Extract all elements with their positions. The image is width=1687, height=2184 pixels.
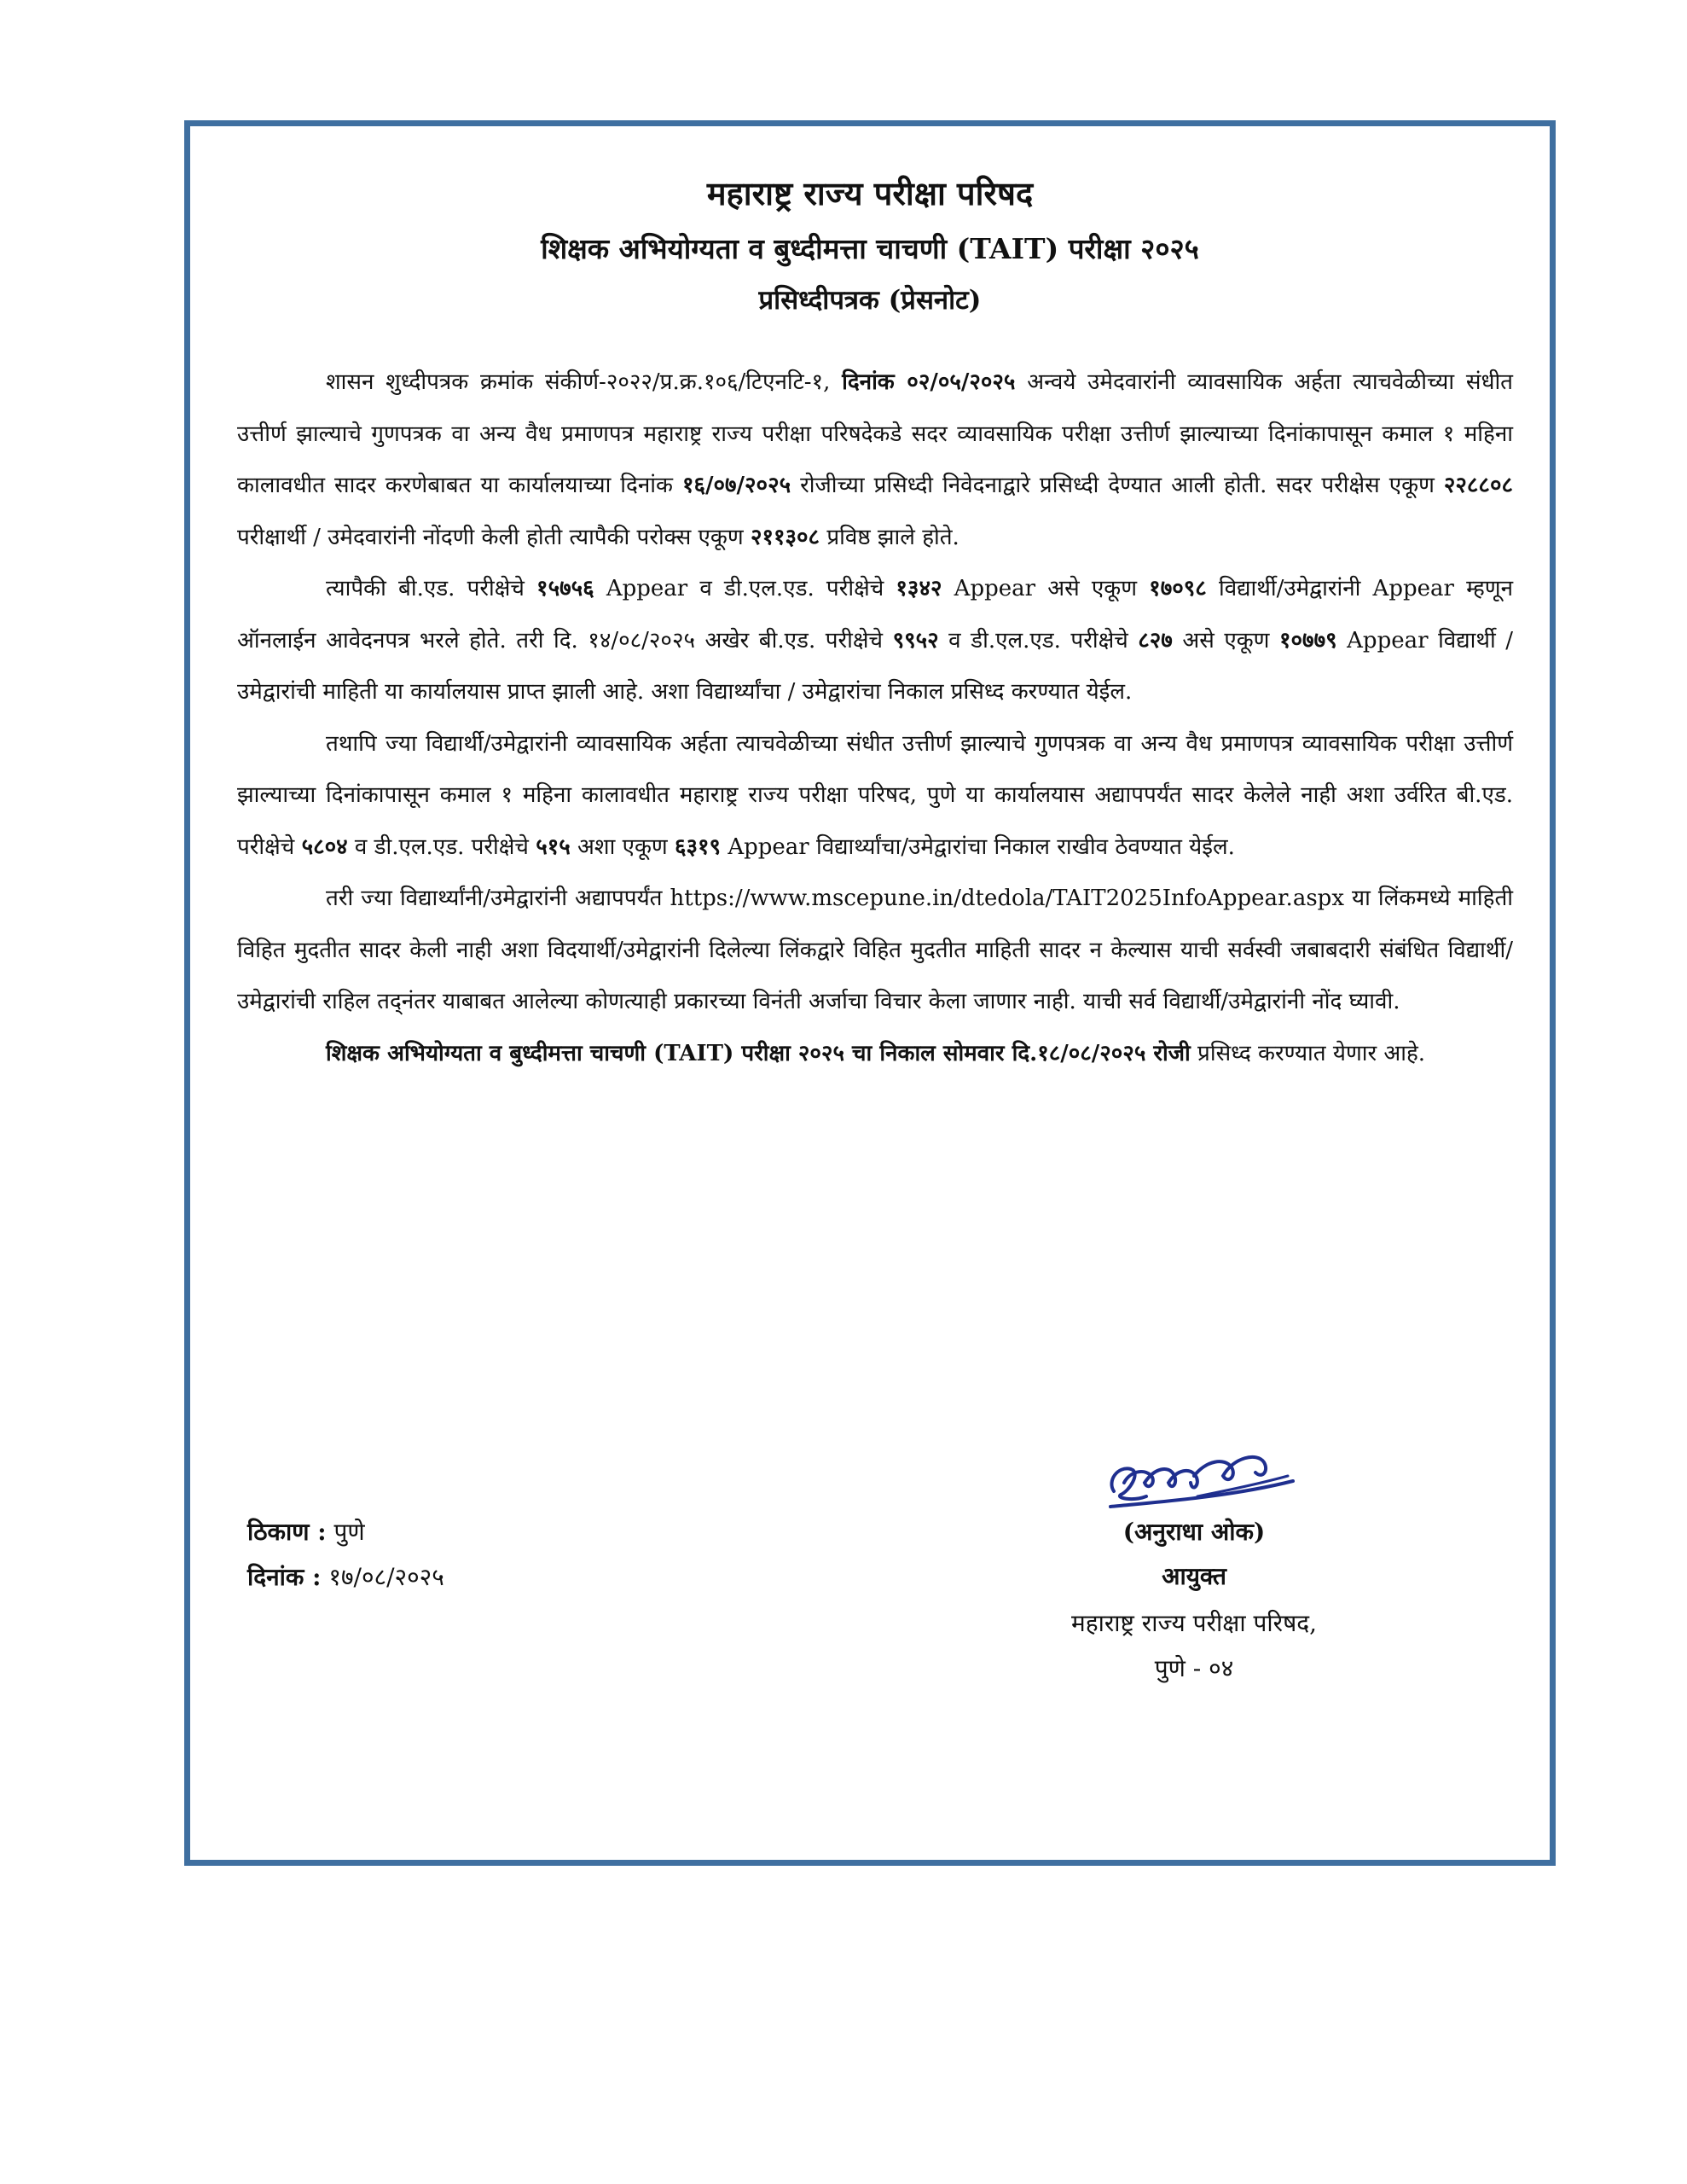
text-span: व डी.एल.एड. परीक्षेचे bbox=[347, 834, 536, 860]
date-value: १७/०८/२०२५ bbox=[321, 1563, 444, 1591]
bold-count: १०७७९ bbox=[1279, 627, 1337, 653]
text-span: अन्वये उमेदवारांनी व्यावसायिक अर्हता त्याचवेळीच्या संधीत उत्तीर्ण झाल्याचे गुणपत्रक वा अन्य वैध प्रमाणपत्र महाराष्ट्र राज्य परीक्षा परिषदेकडे सदर व्यावसायिक परीक्षा उत्तीर्ण झाल्याच्या दिनांकापासून कमाल १ महिना कालावधीत सादर करणेबाबत या कार्यालयाच्या दिनांक bbox=[237, 369, 1513, 498]
text-span: तरी ज्या विद्यार्थ्यांनी/उमेद्वारांनी अद्यापपर्यंत bbox=[326, 886, 670, 911]
place-label: ठिकाण : bbox=[247, 1518, 327, 1546]
press-note-body bbox=[237, 357, 1513, 1079]
place-line bbox=[247, 1515, 365, 1548]
text-span: त्यापैकी बी.एड. परीक्षेचे bbox=[326, 576, 537, 601]
signatory-organization: महाराष्ट्र राज्य परीक्षा परिषद, bbox=[1070, 1609, 1318, 1637]
text-span: व डी.एल.एड. परीक्षेचे bbox=[938, 627, 1139, 653]
date-label: दिनांक : bbox=[247, 1563, 322, 1591]
press-note-title: प्रसिध्दीपत्रक (प्रेसनोट) bbox=[758, 285, 982, 316]
bold-count: १५७५६ bbox=[536, 576, 594, 601]
text-span: शासन शुध्दीपत्रक क्रमांक संकीर्ण-२०२२/प्र.क्र.१०६/टिएनटि-१, bbox=[326, 369, 843, 395]
bold-count: ५१५ bbox=[536, 834, 571, 860]
text-span: प्रसिध्द करण्यात येणार आहे. bbox=[1190, 1040, 1426, 1066]
exam-title: शिक्षक अभियोग्यता व बुध्दीमत्ता चाचणी (TAIT) परीक्षा २०२५ bbox=[541, 232, 1199, 265]
paragraph-5 bbox=[237, 1028, 1513, 1080]
text-span: रोजीच्या प्रसिध्दी निवेदनाद्वारे प्रसिध्दी देण्यात आली होती. सदर परीक्षेस एकूण bbox=[791, 473, 1444, 498]
bold-result-date: शिक्षक अभियोग्यता व बुध्दीमत्ता चाचणी (TAIT) परीक्षा २०२५ चा निकाल सोमवार दि.१८/०८/२०२५ रोजी bbox=[326, 1040, 1191, 1066]
paragraph-3 bbox=[237, 718, 1513, 874]
text-span: Appear असे एकूण bbox=[942, 576, 1150, 601]
bold-count: ९९५२ bbox=[892, 627, 939, 653]
place-value: पुणे bbox=[326, 1518, 365, 1546]
paragraph-1 bbox=[237, 357, 1513, 563]
bold-count: १७०९८ bbox=[1149, 576, 1207, 601]
signatory-name: (अनुराधा ओक) bbox=[1122, 1518, 1266, 1546]
text-span: प्रविष्ठ झाले होते. bbox=[820, 524, 959, 550]
text-span: विद्यार्थी/उमेद्वारांनी Appear म्हणून ऑनलाईन आवेदनपत्र भरले होते. तरी दि. १४/०८/२०२५ अखेर बी.एड. परीक्षेचे bbox=[237, 576, 1513, 653]
bold-count: ५८०४ bbox=[301, 834, 348, 860]
text-span: परीक्षार्थी / उमेदवारांनी नोंदणी केली होती त्यापैकी परोक्स एकूण bbox=[237, 524, 751, 550]
paragraph-4 bbox=[237, 873, 1513, 1028]
text-span: अशा एकूण bbox=[570, 834, 675, 860]
bold-date: १६/०७/२०२५ bbox=[681, 473, 791, 498]
text-span: Appear विद्यार्थी / उमेद्वारांची माहिती या कार्यालयास प्राप्त झाली आहे. अशा विद्यार्थ्यांचा / उमेद्वारांचा निकाल प्रसिध्द करण्यात येईल. bbox=[237, 627, 1514, 705]
bold-count: ६३१९ bbox=[674, 834, 722, 860]
text-span: Appear व डी.एल.एड. परीक्षेचे bbox=[594, 576, 896, 601]
date-line bbox=[247, 1560, 444, 1593]
bold-count: १३४२ bbox=[896, 576, 942, 601]
handwritten-signature bbox=[1095, 1423, 1308, 1517]
text-span: या लिंकमध्ये माहिती विहित मुदतीत सादर केली नाही अशा विदयार्थी/उमेद्वारांनी दिलेल्या लिंकद्वारे विहित मुदतीत माहिती सादर न केल्यास याची सर्वस्वी जबाबदारी संबंधित विद्यार्थी/उमेद्वारांची राहिल तद्नंतर याबाबत आलेल्या कोणत्याही प्रकारच्या विनंती अर्जाचा विचार केला जाणार नाही. याची सर्व विद्यार्थी/उमेद्वारांनी नोंद घ्यावी. bbox=[237, 886, 1514, 1014]
signatory-city: पुणे - ०४ bbox=[1154, 1654, 1234, 1682]
signatory-title: आयुक्त bbox=[1162, 1562, 1226, 1590]
text-span: असे एकूण bbox=[1172, 627, 1280, 653]
bold-count: २२८८०८ bbox=[1443, 473, 1513, 498]
info-appear-link[interactable]: https://www.mscepune.in/dtedola/TAIT2025InfoAppear.aspx bbox=[670, 886, 1344, 911]
paragraph-2 bbox=[237, 563, 1513, 718]
council-title: महाराष्ट्र राज्य परीक्षा परिषद bbox=[706, 174, 1034, 212]
text-span: तथापि ज्या विद्यार्थी/उमेद्वारांनी व्यावसायिक अर्हता त्याचवेळीच्या संधीत उत्तीर्ण झाल्याचे गुणपत्रक वा अन्य वैध प्रमाणपत्र व्यावसायिक परीक्षा उत्तीर्ण झाल्याच्या दिनांकापासून कमाल १ महिना कालावधीत महाराष्ट्र राज्य परीक्षा परिषद, पुणे या कार्यालयास अद्यापपर्यंत सादर केलेले नाही अशा उर्वरित बी.एड. परीक्षेचे bbox=[237, 730, 1513, 860]
bold-count: ८२७ bbox=[1138, 627, 1173, 653]
bold-count: २११३०८ bbox=[750, 524, 820, 550]
text-span: Appear विद्यार्थ्यांचा/उमेद्वारांचा निकाल राखीव ठेवण्यात येईल. bbox=[721, 834, 1235, 860]
bold-date: दिनांक ०२/०५/२०२५ bbox=[842, 369, 1016, 395]
